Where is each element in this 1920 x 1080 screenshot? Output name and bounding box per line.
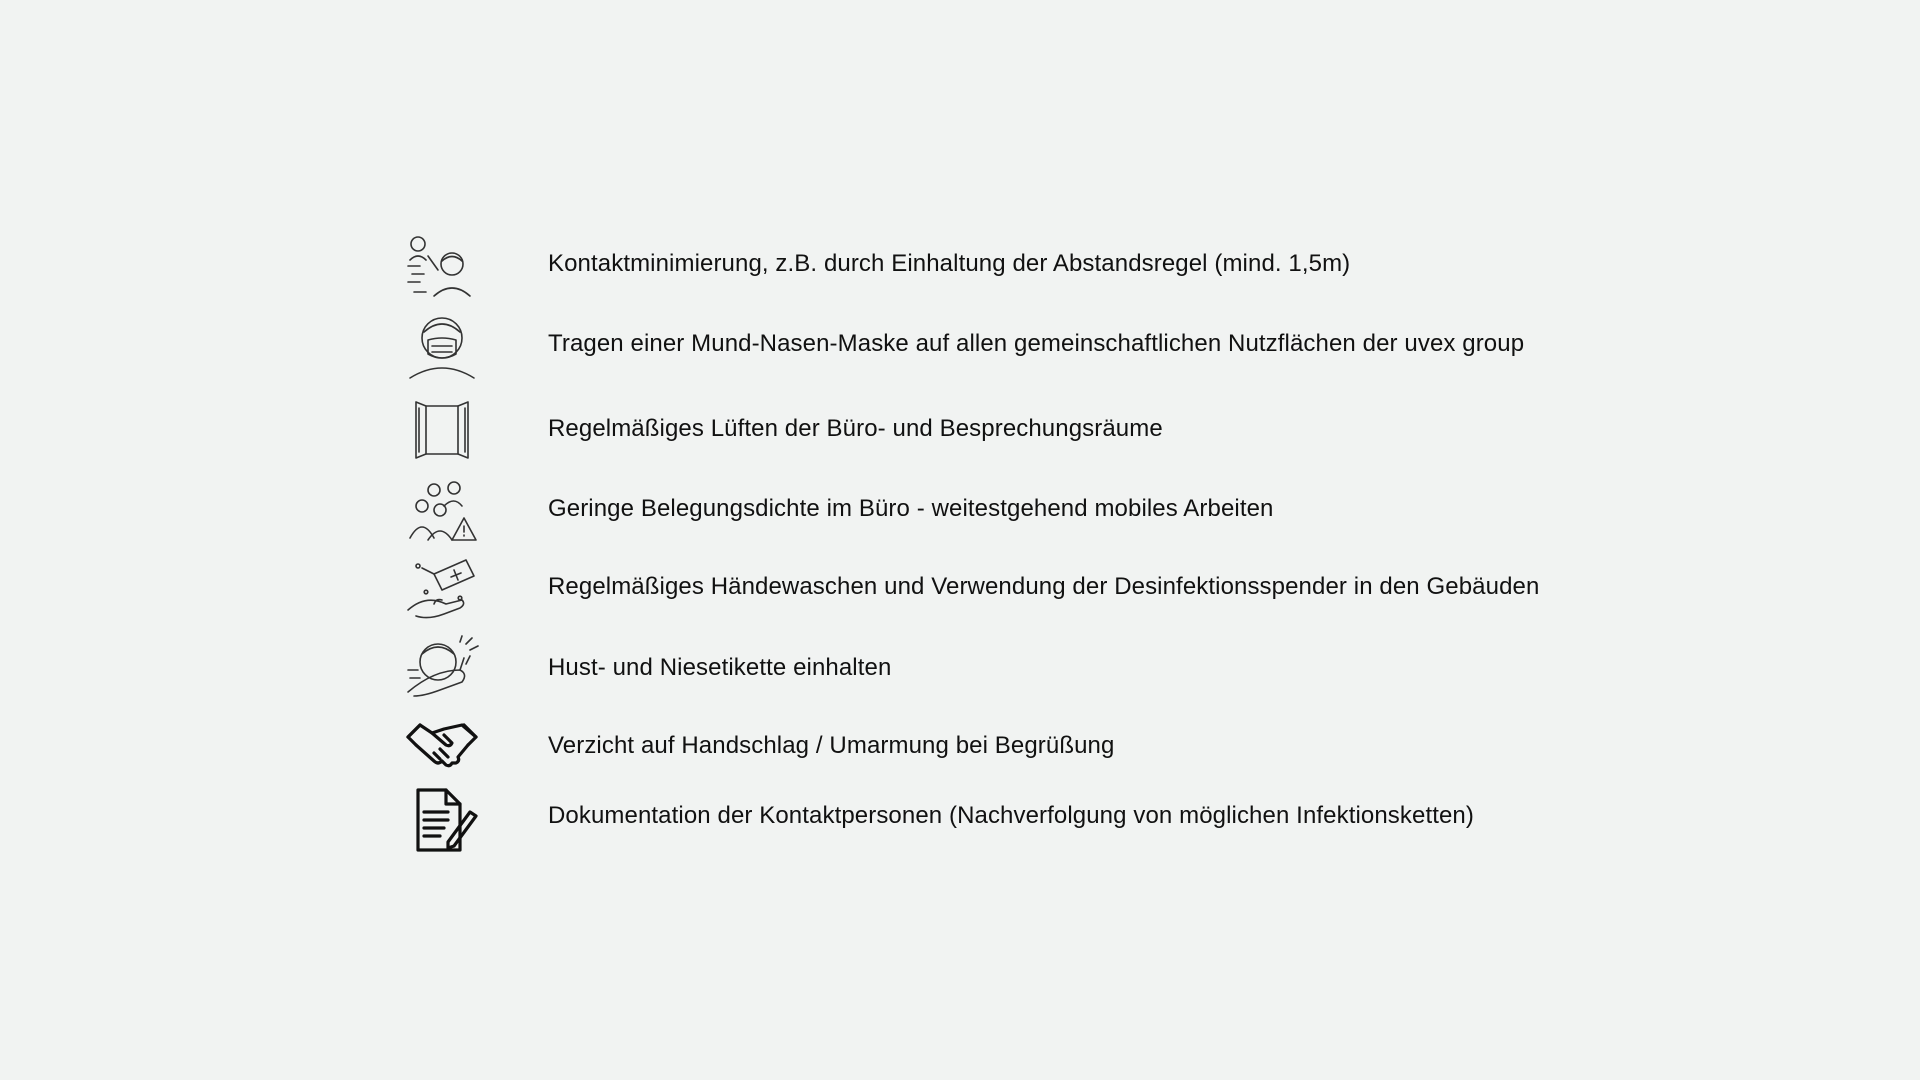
handshake-icon (404, 713, 480, 781)
sneeze-elbow-icon (404, 634, 480, 702)
rule-text: Regelmäßiges Lüften der Büro- und Besprechungsräume (548, 415, 1163, 442)
rule-text: Tragen einer Mund-Nasen-Maske auf allen gemeinschaftlichen Nutzflächen der uvex group (548, 330, 1525, 357)
document-edit-icon (404, 786, 480, 854)
crowd-warning-icon (404, 476, 480, 544)
rule-text: Dokumentation der Kontaktpersonen (Nachverfolgung von möglichen Infektionsketten) (548, 802, 1474, 829)
rule-text: Verzicht auf Handschlag / Umarmung bei Begrüßung (548, 732, 1115, 759)
rule-text: Kontaktminimierung, z.B. durch Einhaltung der Abstandsregel (mind. 1,5m) (548, 250, 1351, 277)
rule-text: Hust- und Niesetikette einhalten (548, 654, 892, 681)
rule-text: Regelmäßiges Händewaschen und Verwendung der Desinfektionsspender in den Gebäuden (548, 573, 1540, 600)
social-distance-icon (404, 234, 480, 302)
hand-sanitizer-icon (404, 554, 480, 622)
rule-text: Geringe Belegungsdichte im Büro - weitestgehend mobiles Arbeiten (548, 495, 1274, 522)
open-window-icon (404, 396, 480, 464)
face-mask-icon (404, 312, 480, 380)
